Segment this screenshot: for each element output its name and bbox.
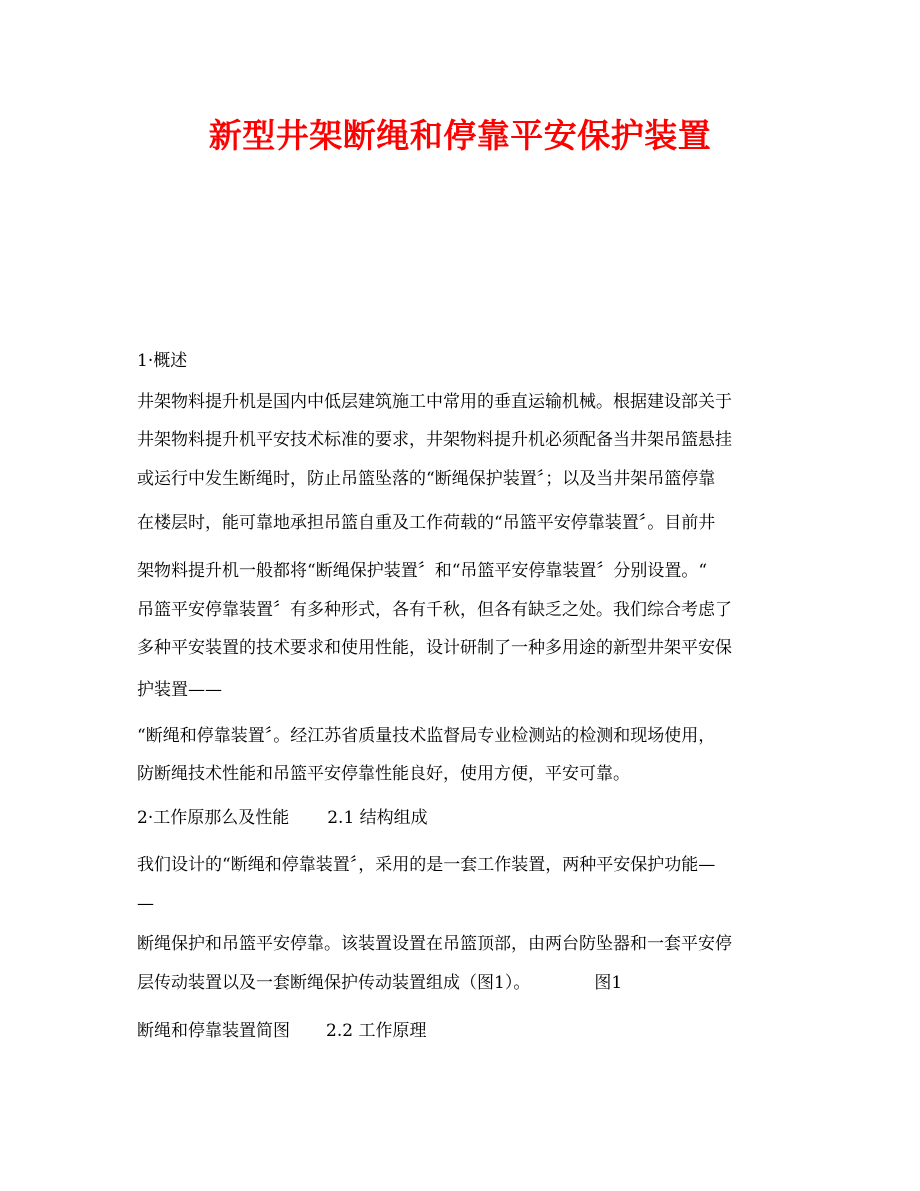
paragraph-text: 层传动装置以及一套断绳保护传动装置组成（图1）。 <box>137 973 531 993</box>
paragraph-line: 在楼层时，能可靠地承担吊篮自重及工作荷载的“吊篮平安停靠装置〞。目前井 <box>137 513 716 533</box>
paragraph-line: 防断绳技术性能和吊篮平安停靠性能良好，使用方便，平安可靠。 <box>137 764 630 784</box>
figure-reference-line <box>137 971 797 995</box>
paragraph-line: — <box>137 894 154 914</box>
document-title: 新型井架断绳和停靠平安保护装置 <box>208 116 712 155</box>
paragraph-line: 多种平安装置的技术要求和使用性能，设计研制了一种多用途的新型井架平安保 <box>137 638 732 658</box>
paragraph-line: 井架物料提升机是国内中低层建筑施工中常用的垂直运输机械。根据建设部关于 <box>137 392 732 412</box>
figure-caption: 断绳和停靠装置简图 <box>137 1021 290 1041</box>
section-2-heading-line <box>137 806 797 830</box>
figure-label: 图1 <box>594 973 623 993</box>
paragraph-line: “断绳和停靠装置〞。经江苏省质量技术监督局专业检测站的检测和现场使用， <box>137 726 716 746</box>
paragraph-line: 护装置—— <box>137 680 222 700</box>
section-1-heading: 1·概述 <box>137 351 188 371</box>
paragraph-line: 断绳保护和吊篮平安停靠。该装置设置在吊篮顶部，由两台防坠器和一套平安停 <box>137 934 732 954</box>
paragraph-line: 架物料提升机一般都将“断绳保护装置〞和“吊篮平安停靠装置〞分别设置。“ <box>137 561 708 581</box>
section-2-heading: 2·工作原那么及性能 <box>137 808 290 828</box>
section-2-2-heading: 2.2 工作原理 <box>326 1021 427 1041</box>
section-2-1-heading: 2.1 结构组成 <box>327 808 428 828</box>
paragraph-line: 井架物料提升机平安技术标准的要求，井架物料提升机必须配备当井架吊篮悬挂 <box>137 430 732 450</box>
paragraph-line: 我们设计的“断绳和停靠装置〞，采用的是一套工作装置，两种平安保护功能— <box>137 855 716 875</box>
paragraph-line: 或运行中发生断绳时，防止吊篮坠落的“断绳保护装置〞；以及当井架吊篮停靠 <box>137 469 716 489</box>
figure-caption-line <box>137 1019 797 1043</box>
paragraph-line: 吊篮平安停靠装置〞有多种形式，各有千秋，但各有缺乏之处。我们综合考虑了 <box>137 600 732 620</box>
